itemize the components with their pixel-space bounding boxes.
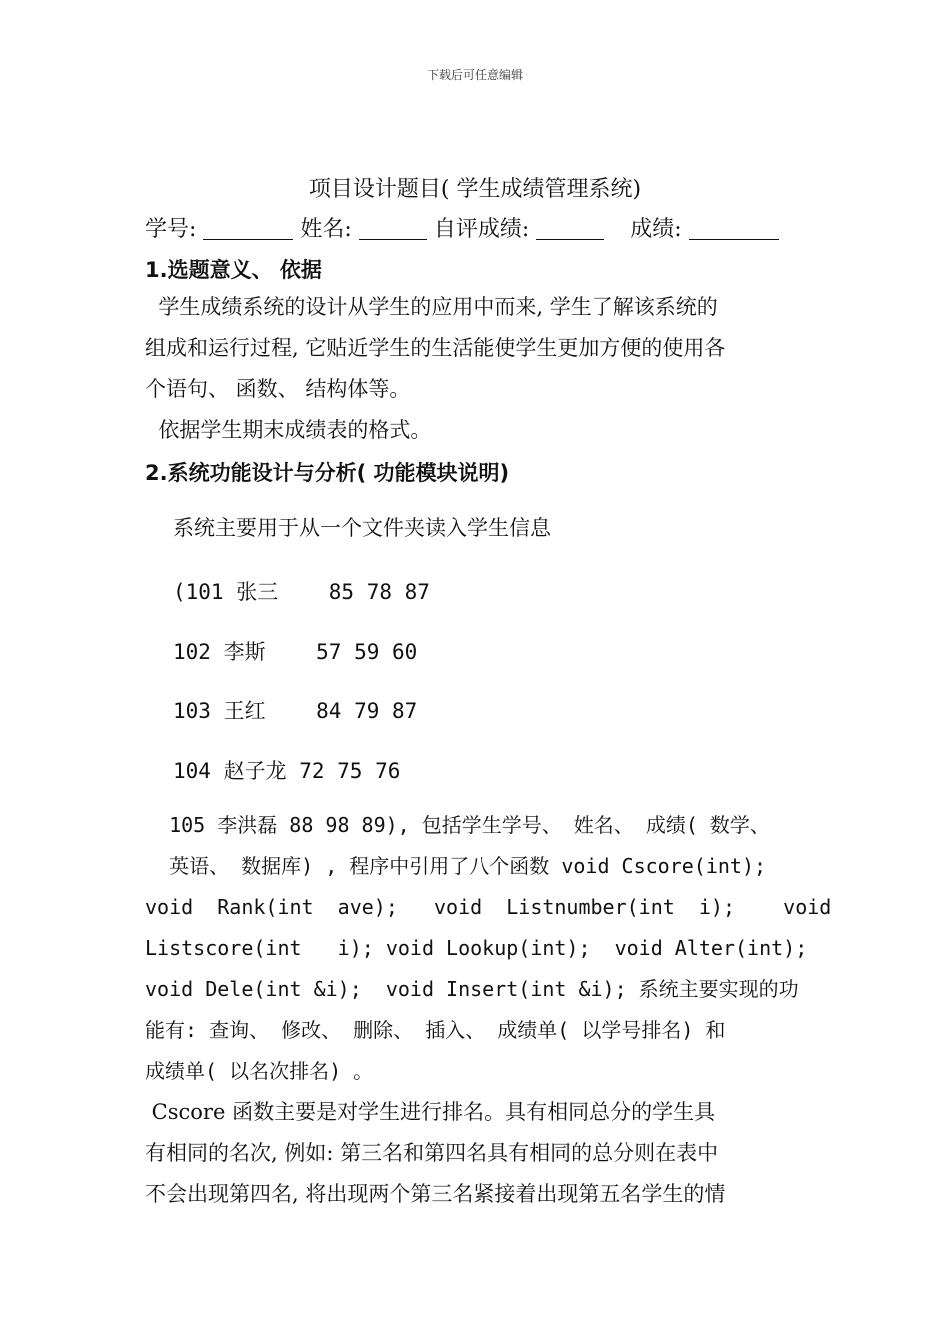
section2-intro: 系统主要用于从一个文件夹读入学生信息 [173, 516, 551, 540]
record-row: 103 王红 84 79 87 [173, 699, 418, 723]
record-row: (101 张三 85 78 87 [173, 580, 430, 604]
name-label: 姓名: [300, 217, 352, 242]
section1-heading: 1.选题意义、 依据 [145, 258, 322, 282]
grade-label: 成绩: [630, 217, 682, 242]
student-id-label: 学号: [145, 217, 197, 242]
paragraph-line: 个语句、 函数、 结构体等。 [145, 377, 411, 401]
paragraph-line: 英语、 数据库) , 程序中引用了八个函数 void Cscore(int); [145, 854, 767, 878]
paragraph-line: void Rank(int ave); void Listnumber(int i); void [145, 895, 832, 919]
paragraph-line: 不会出现第四名, 将出现两个第三名紧接着出现第五名学生的情 [145, 1182, 726, 1206]
name-blank [359, 217, 427, 240]
paragraph-line: 有相同的名次, 例如: 第三名和第四名具有相同的总分则在表中 [145, 1141, 719, 1165]
student-id-blank [203, 217, 293, 240]
paragraph-line: 105 李洪磊 88 98 89), 包括学生学号、 姓名、 成绩( 数学、 [145, 813, 770, 837]
cscore-paragraph [145, 1092, 810, 1215]
info-row [145, 212, 779, 243]
section1-paragraph [145, 287, 810, 410]
section2-heading: 2.系统功能设计与分析( 功能模块说明) [145, 461, 510, 485]
paragraph-line: Cscore 函数主要是对学生进行排名。具有相同总分的学生具 [145, 1100, 716, 1124]
paragraph-line: 成绩单( 以名次排名) 。 [145, 1059, 374, 1083]
section1-basis: 依据学生期末成绩表的格式。 [145, 418, 432, 442]
grade-blank [689, 217, 779, 240]
self-grade-blank [536, 217, 604, 240]
section2-functions-paragraph [145, 805, 835, 1092]
paragraph-line: 能有: 查询、 修改、 删除、 插入、 成绩单( 以学号排名) 和 [145, 1018, 726, 1042]
record-row: 102 李斯 57 59 60 [173, 640, 418, 664]
page-title: 项目设计题目( 学生成绩管理系统) [308, 177, 642, 202]
paragraph-line: Listscore(int i); void Lookup(int); void Alter(int); [145, 936, 808, 960]
paragraph-line: 组成和运行过程, 它贴近学生的生活能使学生更加方便的使用各 [145, 336, 726, 360]
paragraph-line: 学生成绩系统的设计从学生的应用中而来, 学生了解该系统的 [145, 295, 718, 319]
paragraph-line: void Dele(int &i); void Insert(int &i); 系统主要实现的功 [145, 977, 799, 1001]
self-grade-label: 自评成绩: [433, 217, 530, 242]
record-row: 104 赵子龙 72 75 76 [173, 759, 401, 783]
header-note: 下载后可任意编辑 [426, 68, 523, 82]
